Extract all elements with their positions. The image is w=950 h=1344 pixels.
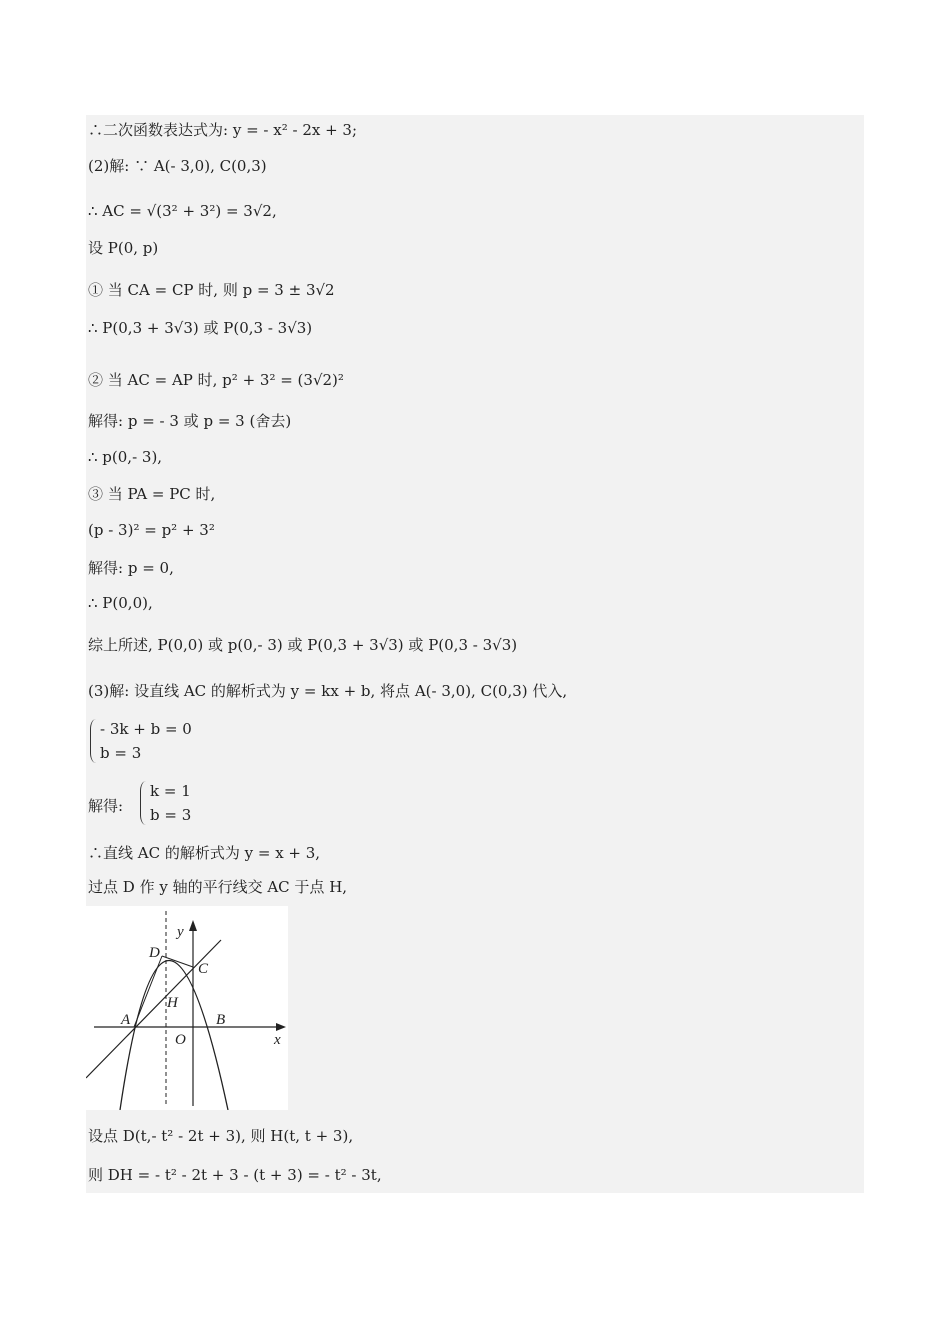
equation-line: - 3k + b = 0 [100, 720, 192, 738]
figure-svg [86, 906, 288, 1110]
y-axis-arrow [189, 920, 197, 931]
text-line: ∴ p(0,- 3), [88, 448, 163, 466]
text-line: 解得: [88, 797, 124, 815]
text-line: 解得: p = - 3 或 p = 3 (舍去) [88, 412, 292, 430]
label-x: x [274, 1032, 281, 1048]
text-line: 过点 D 作 y 轴的平行线交 AC 于点 H, [88, 878, 348, 896]
label-h: H [167, 995, 178, 1011]
parabola [120, 961, 228, 1111]
text-line: ∴二次函数表达式为: y = - x² - 2x + 3; [88, 121, 358, 139]
text-line: 综上所述, P(0,0) 或 p(0,- 3) 或 P(0,3 + 3√3) 或 P(0,3 - 3√3) [88, 636, 518, 654]
text-line: 设 P(0, p) [88, 239, 159, 257]
text-line: (3)解: 设直线 AC 的解析式为 y = kx + b, 将点 A(- 3,0), C(0,3) 代入, [88, 682, 568, 700]
label-y: y [177, 924, 184, 940]
parabola-figure [86, 906, 288, 1110]
brace [90, 719, 97, 763]
label-a: A [121, 1012, 131, 1028]
text-line: ② 当 AC = AP 时, p² + 3² = (3√2)² [88, 371, 344, 389]
x-axis-arrow [276, 1023, 286, 1031]
solution-system [140, 779, 191, 827]
text-line: 解得: p = 0, [88, 559, 174, 577]
text-line: ① 当 CA = CP 时, 则 p = 3 ± 3√2 [88, 281, 335, 299]
text-line: 设点 D(t,- t² - 2t + 3), 则 H(t, t + 3), [88, 1127, 354, 1145]
text-line: (p - 3)² = p² + 3² [88, 521, 215, 539]
equation-system [90, 717, 192, 765]
text-line: ∴ P(0,0), [88, 594, 153, 612]
text-line: ∴直线 AC 的解析式为 y = x + 3, [88, 844, 321, 862]
brace [140, 781, 147, 825]
text-line: 则 DH = - t² - 2t + 3 - (t + 3) = - t² - 3t, [88, 1166, 382, 1184]
label-o: O [175, 1032, 186, 1048]
text-line: (2)解: ∵ A(- 3,0), C(0,3) [88, 157, 267, 175]
label-c: C [198, 961, 209, 977]
text-line: ∴ P(0,3 + 3√3) 或 P(0,3 - 3√3) [88, 319, 313, 337]
segment-dc [162, 956, 193, 967]
text-line: ③ 当 PA = PC 时, [88, 485, 216, 503]
text-line: ∴ AC = √(3² + 3²) = 3√2, [88, 202, 277, 220]
solution-panel [86, 115, 864, 1193]
equation-line: k = 1 [150, 782, 191, 800]
equation-line: b = 3 [100, 744, 142, 762]
equation-line: b = 3 [150, 806, 192, 824]
label-d: D [149, 945, 160, 961]
label-b: B [216, 1012, 226, 1028]
